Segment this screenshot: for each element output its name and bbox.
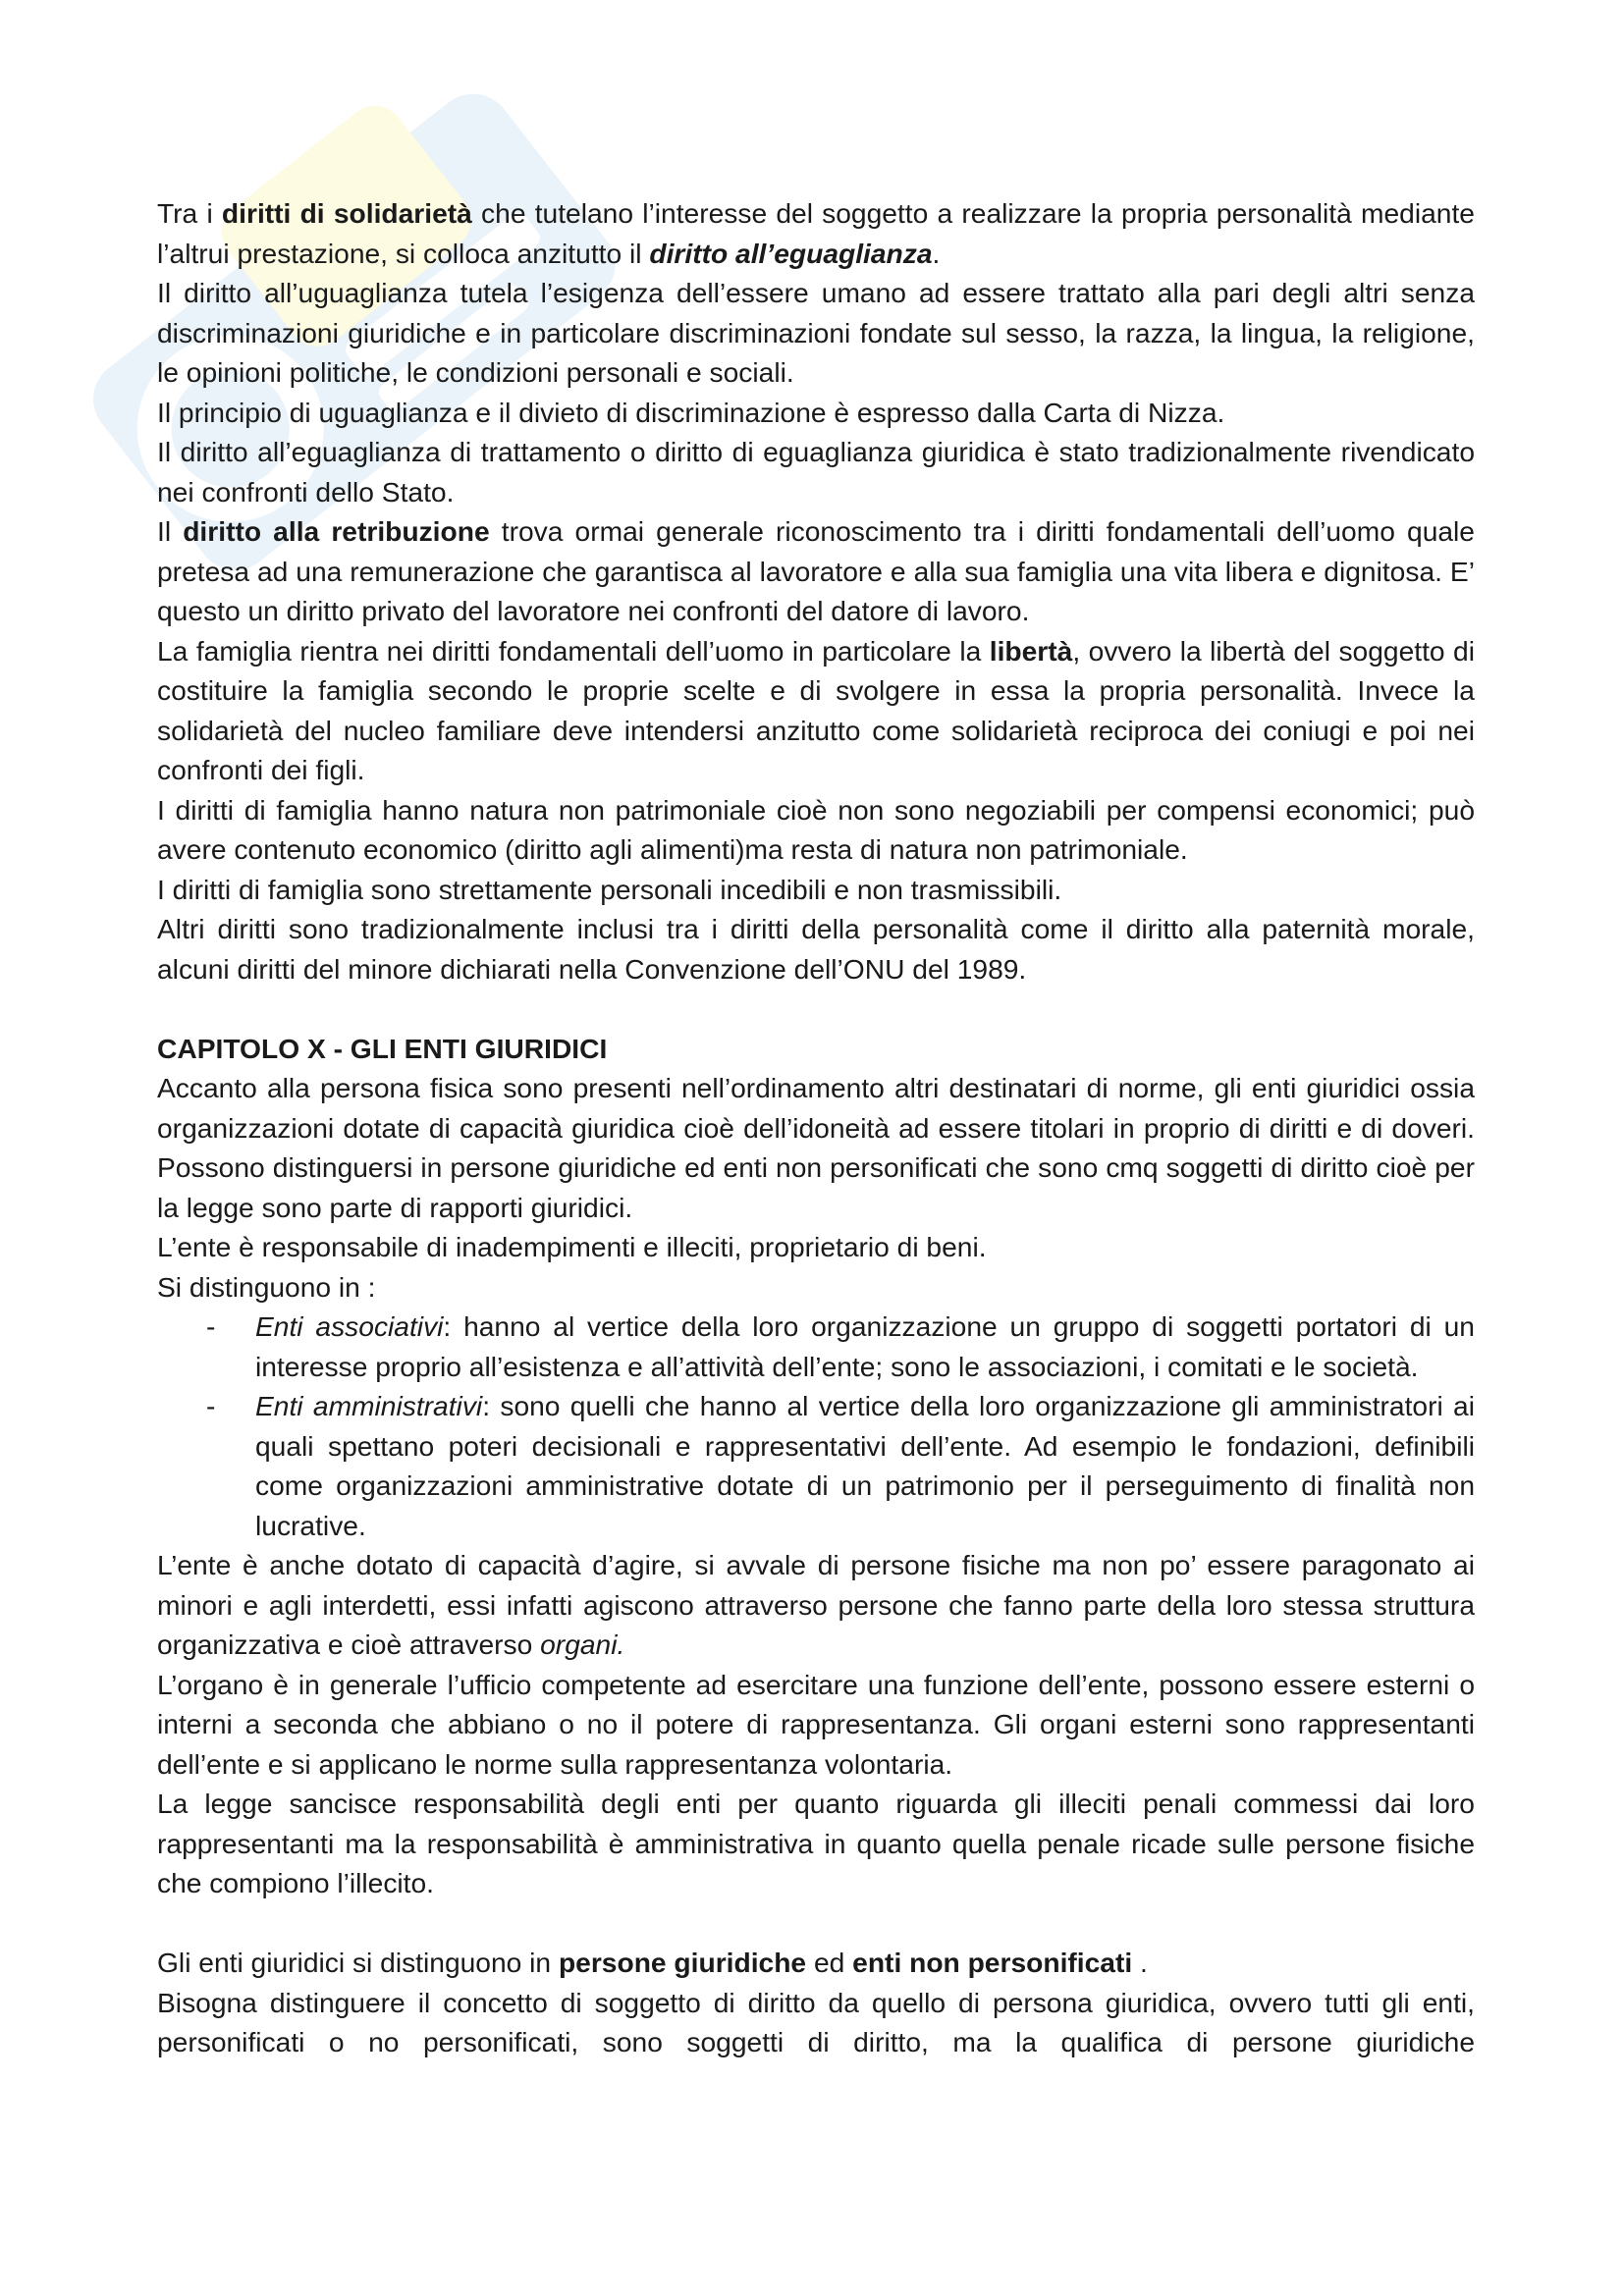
- bold-term: enti non personificati: [852, 1947, 1133, 1978]
- bold-term: persone giuridiche: [558, 1947, 807, 1978]
- paragraph-responsabilita: La legge sancisce responsabilità degli enti per quanto riguarda gli illeciti penali commessi dai loro rappresentanti ma la responsabilità è amministrativa in quanto quella penale ricade sulle persone fisiche che compiono l’illecito.: [157, 1788, 1475, 1898]
- paragraph-ente-responsabile: L’ente è responsabile di inadempimenti e illeciti, proprietario di beni.: [157, 1231, 987, 1262]
- paragraph-principio: Il principio di uguaglianza e il divieto di discriminazione è espresso dalla Carta di Nizza.: [157, 396, 1225, 428]
- italic-term: Enti associativi: [255, 1310, 444, 1342]
- paragraph-altri-diritti: Altri diritti sono tradizionalmente inclusi tra i diritti della personalità come il diritto alla paternità morale, alcuni diritti del minore dichiarati nella Convenzione dell’ONU del 1989.: [157, 913, 1475, 985]
- paragraph-trattamento: Il diritto all’eguaglianza di trattamento o diritto di eguaglianza giuridica è stato tradizionalmente rivendicato nei confronti dello Stato.: [157, 436, 1475, 507]
- chapter-heading: CAPITOLO X - GLI ENTI GIURIDICI: [157, 1032, 608, 1064]
- paragraph-diritti-famiglia: I diritti di famiglia hanno natura non patrimoniale cioè non sono negoziabili per compensi economici; può avere contenuto economico (diritto agli alimenti)ma resta di natura non patrimoniale.: [157, 793, 1475, 865]
- paragraph-enti-giuridici: Gli enti giuridici si distinguono in persone giuridiche ed enti non personificati .: [157, 1947, 1148, 1978]
- italic-term: Enti amministrativi: [255, 1390, 483, 1421]
- enti-list: [157, 1307, 1475, 1545]
- paragraph-retribuzione: Il diritto alla retribuzione trova ormai generale riconoscimento tra i diritti fondamentali dell’uomo quale pretesa ad una remunerazione che garantisca al lavoratore e alla sua famiglia una vita libera e dignitosa. E’ questo un diritto privato del lavoratore nei confronti del datore di lavoro.: [157, 515, 1475, 626]
- bold-italic-term: diritto all’eguaglianza: [649, 237, 933, 269]
- dash-bullet: -: [206, 1390, 216, 1421]
- bold-term: diritti di solidarietà: [221, 197, 472, 229]
- document-page: [157, 193, 1475, 2062]
- bold-term: libertà: [989, 634, 1073, 667]
- blank-line: [157, 988, 1475, 1029]
- paragraph-solidarieta: Tra i diritti di solidarietà che tutelano l’interesse del soggetto a realizzare la propria personalità mediante l’altrui prestazione, si colloca anzitutto il diritto all’eguaglianza.: [157, 197, 1475, 269]
- blank-line: [157, 1903, 1475, 1944]
- bold-term: diritto alla retribuzione: [183, 515, 490, 547]
- paragraph-famiglia: La famiglia rientra nei diritti fondamentali dell’uomo in particolare la libertà, ovvero la libertà del soggetto di costituire la famiglia secondo le proprie scelte e di svolgere in essa la propria personalità. Invece la solidarietà del nucleo familiare deve intendersi anzitutto come solidarietà reciproca dei coniugi e poi nei confronti dei figli.: [157, 634, 1475, 785]
- list-item: - Enti amministrativi: sono quelli che hanno al vertice della loro organizzazione gli amministratori ai quali spettano poteri decisionali e rappresentativi dell’ente. Ad esempio le fondazioni, definibili come organizzazioni amministrative dotate di un patrimonio per il perseguimento di finalità non lucrative.: [157, 1386, 1475, 1545]
- paragraph-persona-fisica: Accanto alla persona fisica sono presenti nell’ordinamento altri destinatari di norme, gli enti giuridici ossia organizzazioni dotate di capacità giuridica cioè dell’idoneità ad essere titolari in proprio di diritti e di doveri. Possono distinguersi in persone giuridiche ed enti non personificati che sono cmq soggetti di diritto cioè per la legge sono parte di rapporti giuridici.: [157, 1072, 1475, 1223]
- dash-bullet: -: [206, 1310, 216, 1342]
- paragraph-soggetto-diritto: Bisogna distinguere il concetto di soggetto di diritto da quello di persona giuridica, ovvero tutti gli enti, personificati o no personificati, sono soggetti di diritto, ma la qualifica di persone giuridiche: [157, 1986, 1475, 2057]
- paragraph-si-distinguono: Si distinguono in :: [157, 1270, 376, 1303]
- paragraph-personali: I diritti di famiglia sono strettamente personali incedibili e non trasmissibili.: [157, 873, 1062, 905]
- list-item: - Enti associativi: hanno al vertice della loro organizzazione un gruppo di soggetti portatori di un interesse proprio all’esistenza e all’attività dell’ente; sono le associazioni, i comitati e le società.: [157, 1307, 1475, 1386]
- paragraph-uguaglianza: Il diritto all’uguaglianza tutela l’esigenza dell’essere umano ad essere trattato alla pari degli altri senza discriminazioni giuridiche e in particolare discriminazioni fondate sul sesso, la razza, la lingua, la religione, le opinioni politiche, le condizioni personali e sociali.: [157, 277, 1475, 388]
- paragraph-capacita-agire: L’ente è anche dotato di capacità d’agire, si avvale di persone fisiche ma non po’ essere paragonato ai minori e agli interdetti, essi infatti agiscono attraverso persone che fanno parte della loro stessa struttura organizzativa e cioè attraverso organi.: [157, 1549, 1475, 1660]
- italic-term: organi.: [540, 1629, 625, 1660]
- paragraph-organo: L’organo è in generale l’ufficio competente ad esercitare una funzione dell’ente, possono essere esterni o interni a seconda che abbiano o no il potere di rappresentanza. Gli organi esterni sono rappresentanti dell’ente e si applicano le norme sulla rappresentanza volontaria.: [157, 1668, 1475, 1780]
